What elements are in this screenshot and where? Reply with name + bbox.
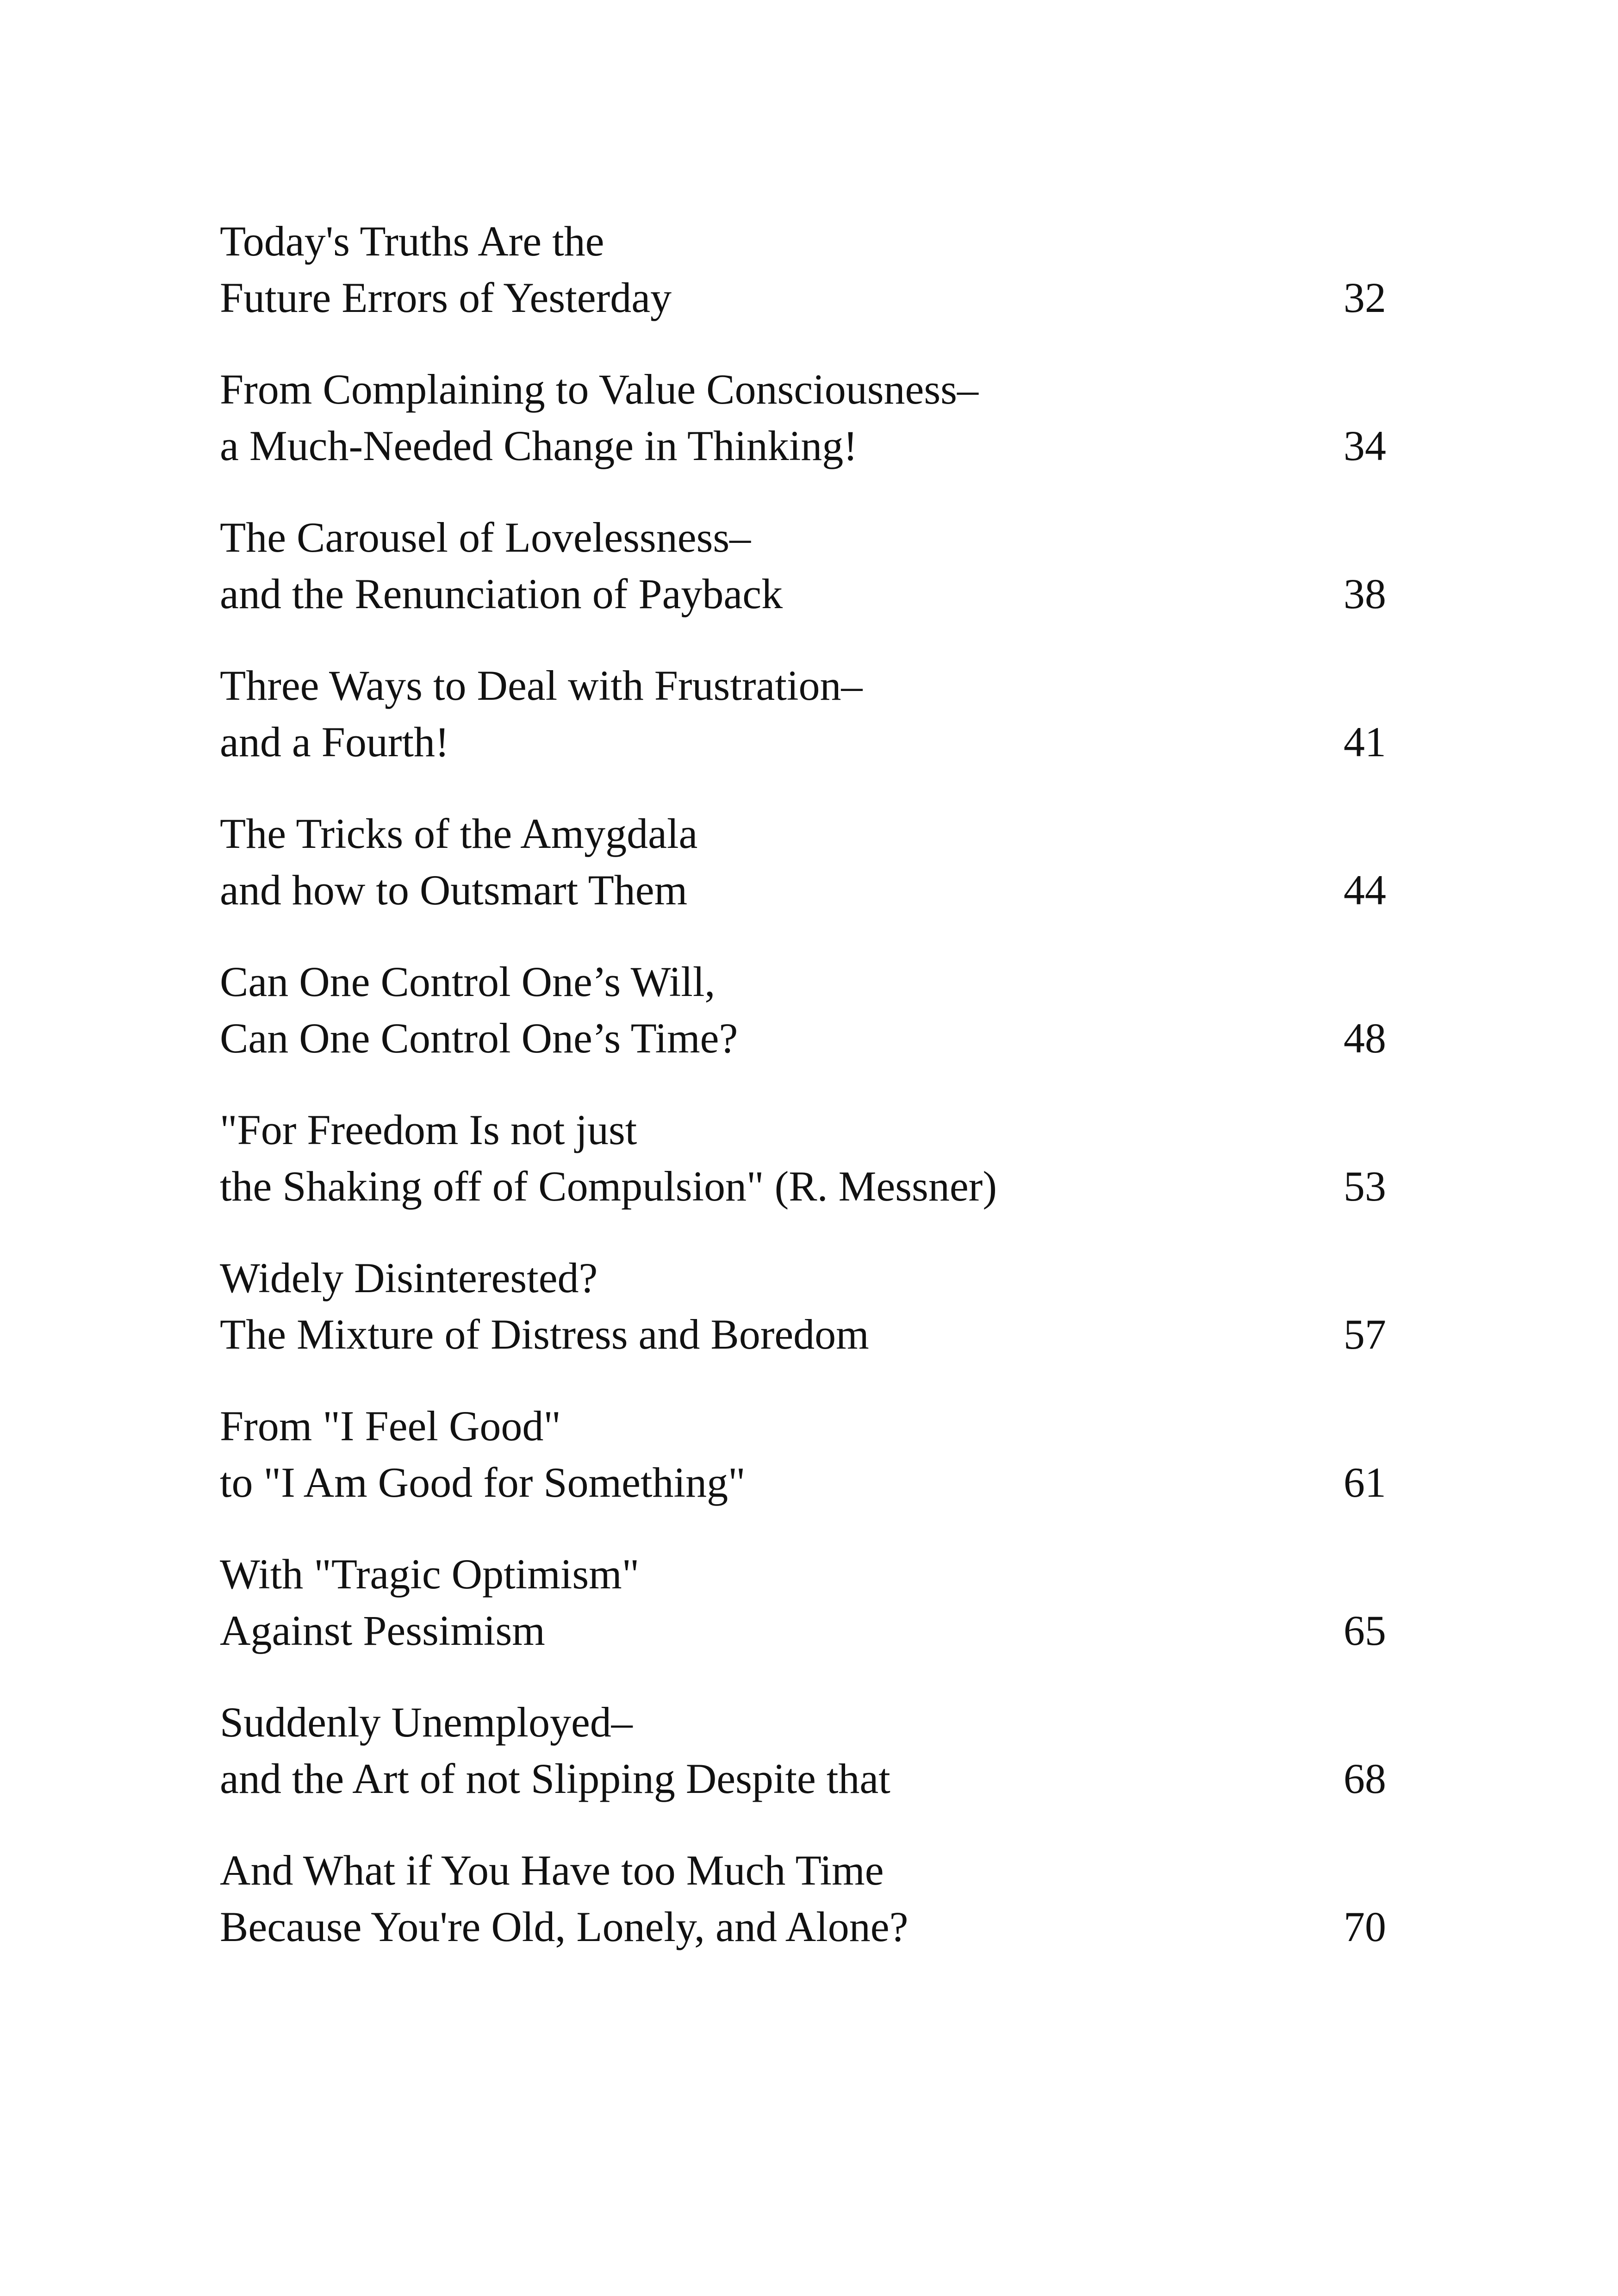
toc-entry: [220, 213, 1386, 361]
toc-entry-title-line-1: The Carousel of Lovelessness–: [220, 514, 751, 561]
toc-entry: [220, 1250, 1386, 1398]
toc-entry-title-line-1: Today's Truths Are the: [220, 218, 604, 265]
toc-entry-page-number: 57: [1344, 1311, 1386, 1358]
toc-entry-title-line-2: and how to Outsmart Them: [220, 866, 688, 914]
toc-entry-title-line-1: With "Tragic Optimism": [220, 1550, 640, 1598]
toc-entry: [220, 953, 1386, 1101]
toc-entry-title-line-2: Future Errors of Yesterday: [220, 274, 672, 321]
toc-entry-page-number: 68: [1344, 1755, 1386, 1802]
toc-entry: [220, 1101, 1386, 1250]
toc-entry-title-line-1: The Tricks of the Amygdala: [220, 810, 698, 857]
toc-entry: [220, 1842, 1386, 1990]
toc-entry-title-line-1: Suddenly Unemployed–: [220, 1699, 633, 1746]
toc-entry-title-line-1: Can One Control One’s Will,: [220, 958, 716, 1005]
toc-entry-page-number: 41: [1344, 718, 1386, 765]
toc-entry-title-line-2: the Shaking off of Compulsion" (R. Messner): [220, 1163, 997, 1210]
toc-entry: [220, 805, 1386, 953]
toc-entry-page-number: 38: [1344, 570, 1386, 617]
toc-entry-title-line-1: Three Ways to Deal with Frustration–: [220, 662, 863, 709]
toc-entry-page-number: 65: [1344, 1607, 1386, 1654]
toc-entry-page-number: 53: [1344, 1163, 1386, 1210]
toc-entry-page-number: 70: [1344, 1903, 1386, 1950]
toc-entry: [220, 509, 1386, 657]
toc-entry-title-line-2: The Mixture of Distress and Boredom: [220, 1311, 869, 1358]
toc-entry: [220, 361, 1386, 509]
toc-entry-title-line-1: From Complaining to Value Consciousness–: [220, 366, 978, 413]
toc-entry-title-line-2: to "I Am Good for Something": [220, 1459, 746, 1506]
toc-entry-page-number: 61: [1344, 1459, 1386, 1506]
toc-entry-title-line-2: a Much-Needed Change in Thinking!: [220, 422, 858, 469]
toc-entry-page-number: 34: [1344, 422, 1386, 469]
toc-entry-title-line-2: and a Fourth!: [220, 718, 449, 765]
toc-entry-title-line-2: Against Pessimism: [220, 1607, 545, 1654]
toc-entry-title-line-2: and the Art of not Slipping Despite that: [220, 1755, 890, 1802]
toc-entry-title-line-2: and the Renunciation of Payback: [220, 570, 783, 617]
table-of-contents: [220, 213, 1386, 1990]
toc-entry: [220, 1398, 1386, 1546]
toc-entry: [220, 1546, 1386, 1694]
toc-entry-title-line-1: And What if You Have too Much Time: [220, 1847, 884, 1894]
toc-entry: [220, 657, 1386, 805]
toc-entry-page-number: 32: [1344, 274, 1386, 321]
toc-entry-title-line-1: "For Freedom Is not just: [220, 1106, 637, 1153]
toc-entry-title-line-1: Widely Disinterested?: [220, 1254, 598, 1301]
toc-entry-page-number: 44: [1344, 866, 1386, 914]
toc-entry-title-line-2: Can One Control One’s Time?: [220, 1014, 738, 1062]
toc-entry-title-line-1: From "I Feel Good": [220, 1402, 561, 1450]
toc-entry-page-number: 48: [1344, 1014, 1386, 1062]
toc-entry: [220, 1694, 1386, 1842]
toc-entry-title-line-2: Because You're Old, Lonely, and Alone?: [220, 1903, 909, 1950]
